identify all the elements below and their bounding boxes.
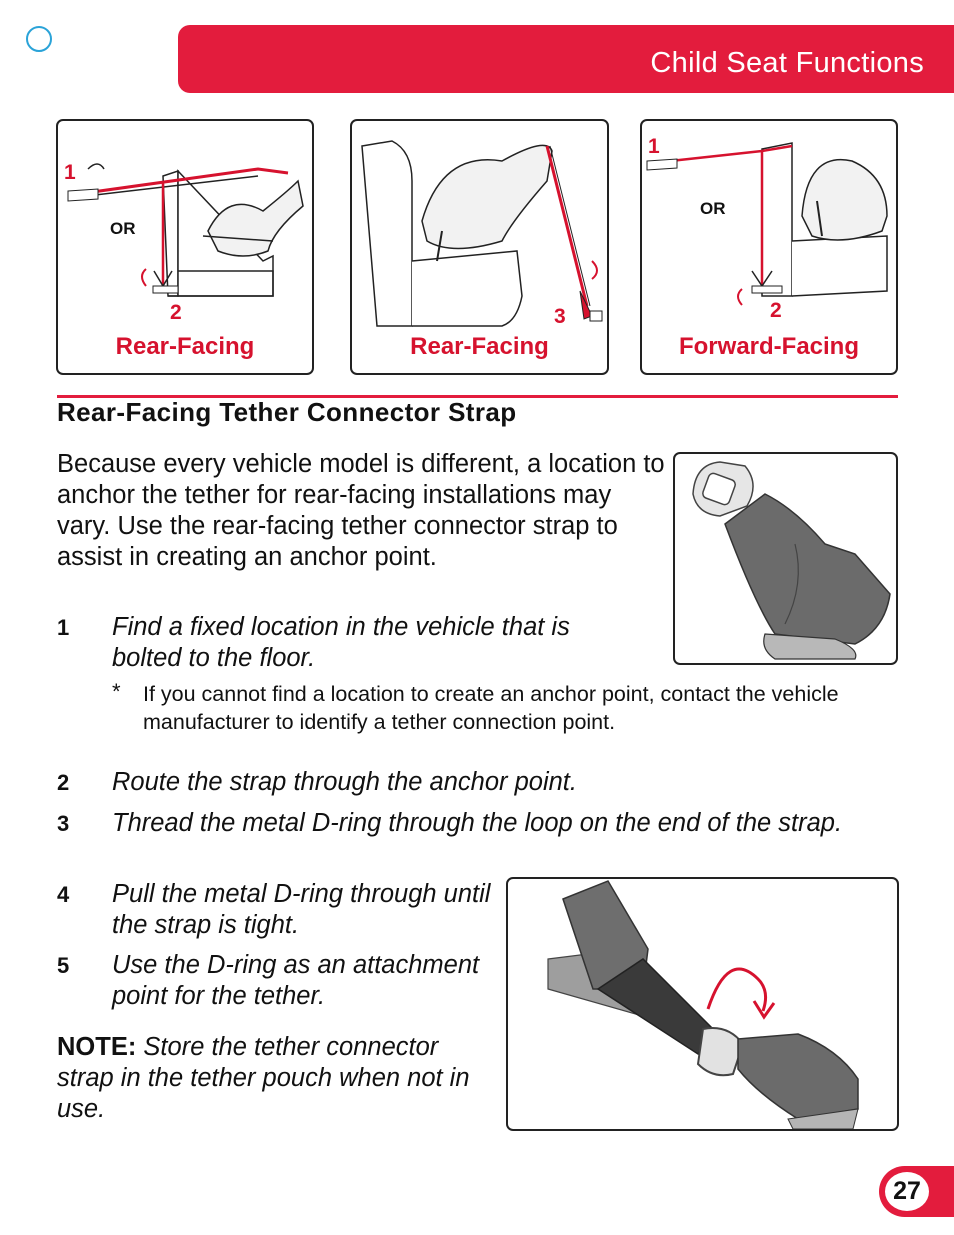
- header-title: Child Seat Functions: [650, 47, 924, 79]
- intro-paragraph: Because every vehicle model is different, a location to anchor the tether for rear-facing installations may vary. Use the rear-facing tether connector strap to assist in creating an anchor point.: [57, 450, 665, 571]
- note-text: Store the tether connector strap in the tether pouch when not in use.: [57, 1033, 470, 1123]
- d-ring-photo: [506, 877, 899, 1131]
- footnote-marker: *: [112, 679, 121, 704]
- step-number: 2: [57, 770, 70, 795]
- step-marker-3: 3: [554, 305, 566, 328]
- d-ring-strap-image: [508, 879, 897, 1129]
- step-text: Thread the metal D-ring through the loop on the end of the strap.: [112, 809, 843, 837]
- panel-caption: Rear-Facing: [410, 333, 549, 360]
- panel-caption: Rear-Facing: [115, 333, 255, 360]
- or-label: OR: [110, 219, 136, 238]
- illustration-panel-forward-facing: [640, 119, 898, 375]
- tether-strap-image: [675, 454, 896, 663]
- header-bar: [178, 25, 954, 93]
- footnote-text: If you cannot find a location to create an anchor point, contact the vehicle manufacturer to identify a tether connection point.: [143, 682, 839, 734]
- step-number: 3: [57, 811, 70, 836]
- step-marker-2: 2: [770, 299, 782, 322]
- or-label: OR: [700, 199, 726, 218]
- tether-strap-photo: [673, 452, 898, 665]
- step-number: 5: [57, 953, 70, 978]
- step-marker-1: 1: [64, 161, 76, 184]
- step-text: Pull the metal D-ring through until the strap is tight.: [112, 880, 491, 939]
- panel-caption: Forward-Facing: [678, 333, 859, 360]
- step-number: 4: [57, 882, 70, 907]
- section-title: Rear-Facing Tether Connector Strap: [57, 397, 517, 427]
- step-marker-2: 2: [170, 301, 182, 324]
- corner-circle-mark: [26, 26, 52, 52]
- step-text: Use the D-ring as an attachment point for the tether.: [112, 951, 480, 1010]
- note-paragraph: [57, 1032, 497, 1125]
- illustration-panel-rear-facing-2: [350, 119, 609, 375]
- step-text: Find a fixed location in the vehicle that is bolted to the floor.: [112, 613, 570, 672]
- page-number: 27: [885, 1172, 929, 1211]
- step-number: 1: [57, 615, 70, 640]
- step-text: Route the strap through the anchor point.: [112, 768, 577, 796]
- page-number-badge: [879, 1166, 954, 1217]
- step-marker-1: 1: [648, 135, 660, 158]
- illustration-panel-rear-facing-1: [56, 119, 314, 375]
- note-label: NOTE:: [57, 1033, 137, 1061]
